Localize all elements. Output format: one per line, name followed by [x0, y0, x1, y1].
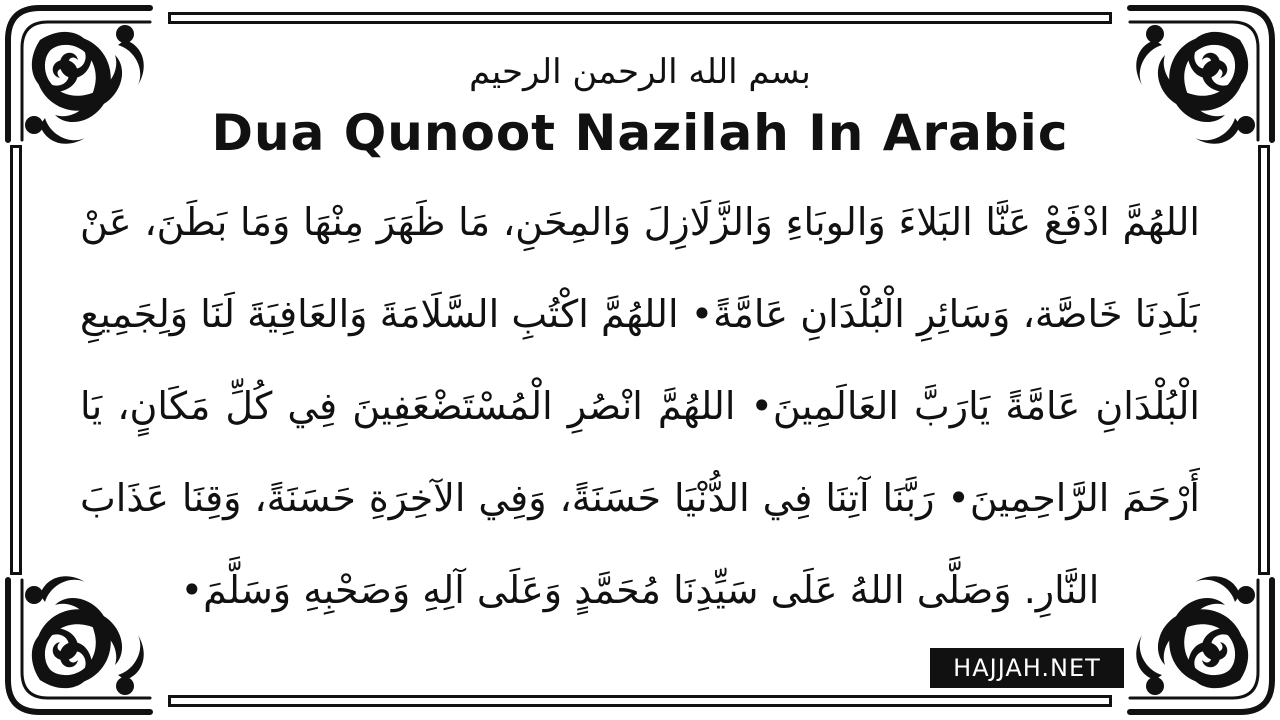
frame-right-bar [1258, 145, 1270, 575]
frame-top-bar [168, 12, 1112, 24]
ornamental-flourish-icon [0, 0, 160, 150]
dua-line: الْبُلْدَانِ عَامَّةً يَارَبَّ العَالَمِينَ• اللهُمَّ انْصُرِ الْمُسْتَضْعَفِينَ فِي كُلِّ مَكَانٍ، يَا [80, 384, 1200, 428]
ornamental-flourish-icon [1120, 0, 1280, 150]
frame-left-bar [10, 145, 22, 575]
dua-text-block [80, 176, 1200, 636]
basmala-heading: بسم الله الرحمن الرحيم [469, 52, 811, 92]
dua-line: اللهُمَّ ادْفَعْ عَنَّا البَلاءَ وَالوبَاءِ وَالزَّلَازِلَ وَالمِحَنِ، مَا ظَهَرَ مِنْهَا وَمَا بَطَنَ، عَنْ [80, 200, 1200, 244]
dua-line: النَّارِ. وَصَلَّى اللهُ عَلَى سَيِّدِنَا مُحَمَّدٍ وَعَلَى آلِهِ وَصَحْبِهِ وَسَلَّمَ• [180, 568, 1100, 612]
site-watermark: HAJJAH.NET [930, 648, 1124, 688]
frame-bottom-bar [168, 695, 1112, 707]
dua-line: بَلَدِنَا خَاصَّة، وَسَائِرِ الْبُلْدَانِ عَامَّةً• اللهُمَّ اكْتُبِ السَّلَامَةَ وَالعَافِيَةَ لَنَا وَلِجَمِيعِ [80, 292, 1200, 336]
dua-line: أَرْحَمَ الرَّاحِمِينَ• رَبَّنَا آتِنَا فِي الدُّنْيَا حَسَنَةً، وَفِي الآخِرَةِ حَسَنَةً، وَقِنَا عَذَابَ [80, 476, 1200, 520]
page-title: Dua Qunoot Nazilah In Arabic [211, 104, 1069, 162]
